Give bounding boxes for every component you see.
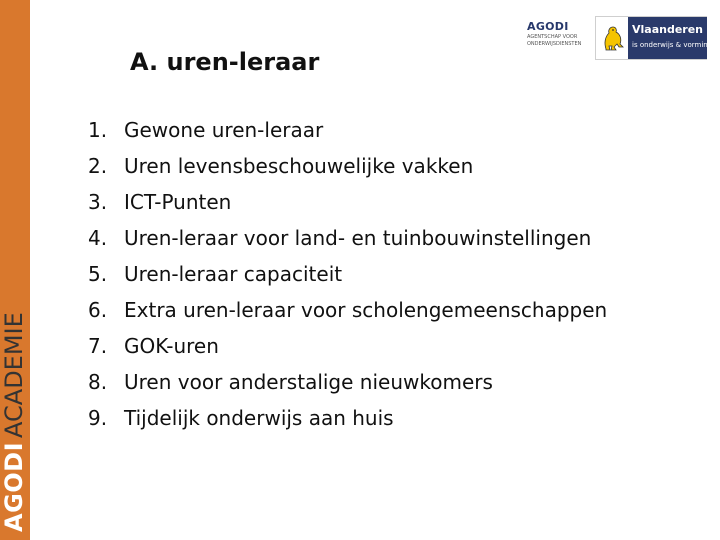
list-item-label: ICT-Punten (124, 190, 232, 214)
agodi-logo-name: AGODI (527, 20, 569, 33)
agodi-academie-logo (2, 312, 26, 532)
list-item-number: 9. (88, 406, 108, 430)
brand-academie-text: ACADEMIE (0, 312, 28, 438)
list-item-number: 2. (88, 154, 108, 178)
vlaanderen-logo-subtitle: is onderwijs & vorming (632, 41, 713, 49)
slide-title: A. uren-leraar (130, 48, 320, 76)
list-item (88, 148, 607, 184)
list-item-number: 6. (88, 298, 108, 322)
list-item (88, 112, 607, 148)
list-item-label: Uren-leraar capaciteit (124, 262, 343, 286)
list-item-label: Uren voor anderstalige nieuwkomers (124, 370, 493, 394)
brand-agodi-text: AGODI (0, 441, 28, 532)
item-list (88, 112, 607, 436)
list-item-label: Uren-leraar voor land- en tuinbouwinstellingen (124, 226, 592, 250)
vlaanderen-banner (628, 17, 713, 59)
list-item (88, 400, 607, 436)
list-item (88, 220, 607, 256)
list-item (88, 256, 607, 292)
agodi-logo (527, 20, 589, 56)
list-item (88, 364, 607, 400)
list-item-number: 8. (88, 370, 108, 394)
list-item-number: 4. (88, 226, 108, 250)
list-item-number: 7. (88, 334, 108, 358)
list-item (88, 292, 607, 328)
vlaanderen-logo-name: Vlaanderen (632, 23, 704, 36)
list-item-number: 3. (88, 190, 108, 214)
list-item-label: Gewone uren-leraar (124, 118, 324, 142)
list-item-label: GOK-uren (124, 334, 219, 358)
agodi-logo-subtitle: AGENTSCHAP VOOR ONDERWIJSDIENSTEN (527, 34, 582, 47)
list-item (88, 184, 607, 220)
vlaanderen-logo (595, 16, 713, 60)
lion-icon (600, 23, 626, 53)
list-item-number: 1. (88, 118, 108, 142)
list-item (88, 328, 607, 364)
list-item-label: Uren levensbeschouwelijke vakken (124, 154, 474, 178)
sidebar-band (0, 0, 30, 540)
list-item-label: Extra uren-leraar voor scholengemeenschappen (124, 298, 608, 322)
list-item-label: Tijdelijk onderwijs aan huis (124, 406, 394, 430)
list-item-number: 5. (88, 262, 108, 286)
